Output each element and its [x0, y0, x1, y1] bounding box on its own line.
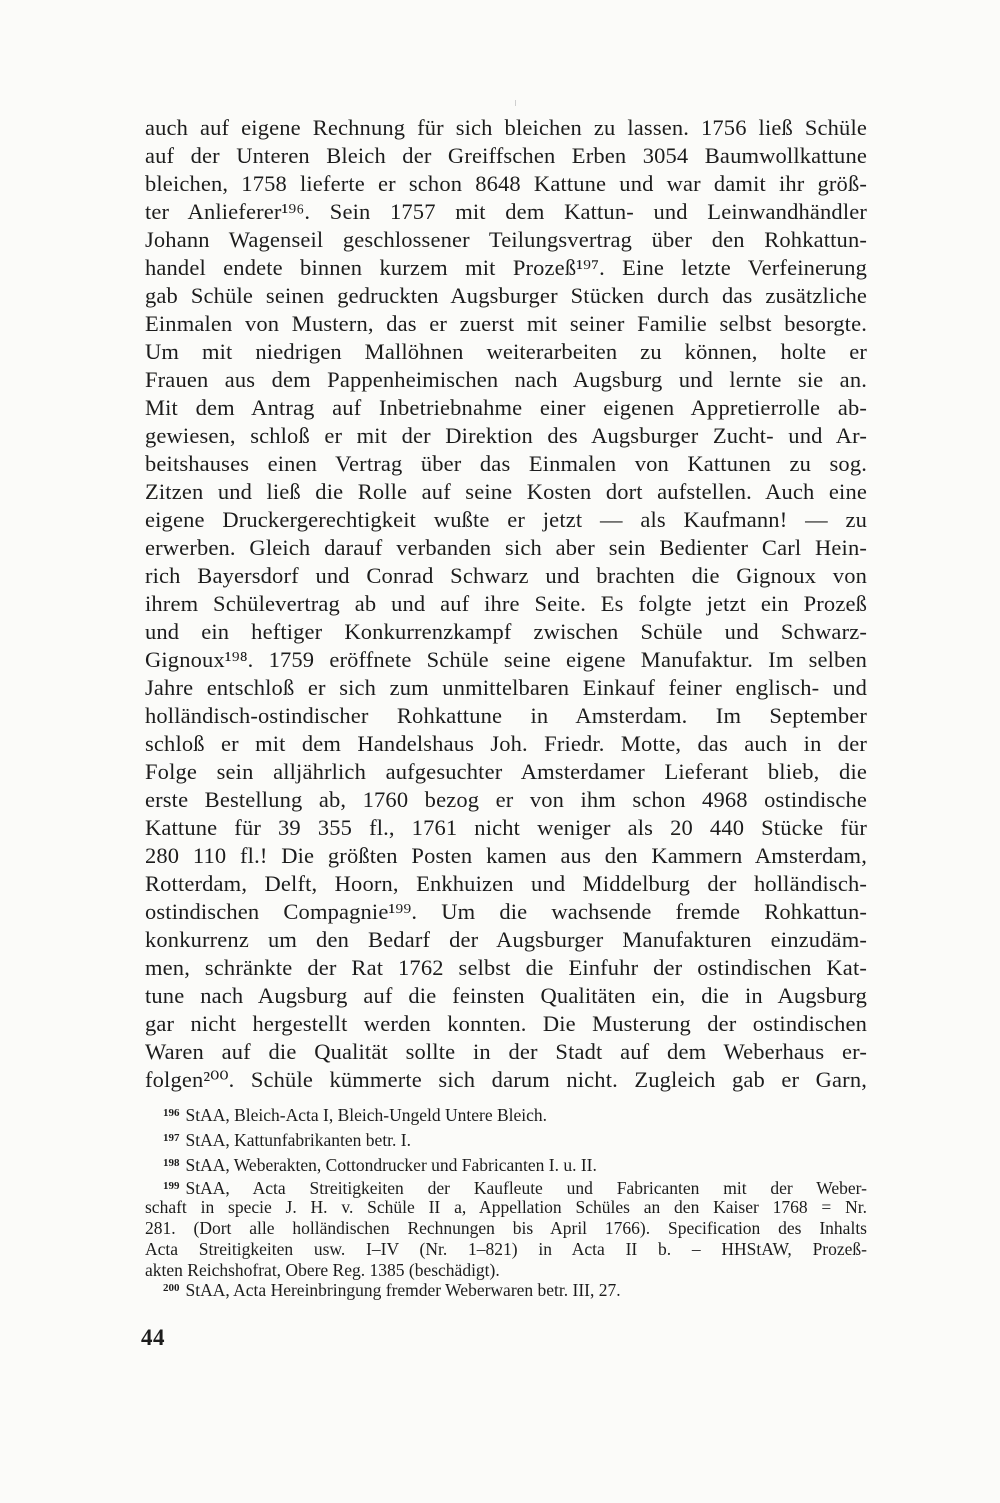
body-line: Mit dem Antrag auf Inbetriebnahme einer eigenen Appretierrolle ab- [145, 395, 867, 420]
body-line: Einmalen von Mustern, das er zuerst mit seiner Familie selbst besorgte. [145, 311, 867, 336]
body-line: konkurrenz um den Bedarf der Augsburger Manufakturen einzudäm- [145, 927, 867, 952]
body-line: handel endete binnen kurzem mit Prozeß¹⁹⁷. Eine letzte Verfeinerung [145, 255, 867, 280]
body-line: Um mit niedrigen Mallöhnen weiterarbeiten zu können, holte er [145, 339, 867, 364]
footnote-number: 198 [163, 1157, 180, 1169]
body-line: Rotterdam, Delft, Hoorn, Enkhuizen und Middelburg der holländisch- [145, 871, 867, 896]
body-line: erste Bestellung ab, 1760 bezog er von ihm schon 4968 ostindische [145, 787, 867, 812]
footnote-line [163, 1103, 867, 1127]
footnote-text: StAA, Kattunfabrikanten betr. I. [185, 1130, 412, 1150]
footnote-text: StAA, Weberakten, Cottondrucker und Fabricanten I. u. II. [185, 1155, 597, 1175]
body-line: ihrem Schülevertrag ab und auf ihre Seite. Es folgte jetzt ein Prozeß [145, 591, 867, 616]
footnote-line [163, 1128, 867, 1152]
body-line: eigene Druckergerechtigkeit wußte er jetzt — als Kaufmann! — zu [145, 507, 867, 532]
body-line: ter Anlieferer¹⁹⁶. Sein 1757 mit dem Kattun- und Leinwandhändler [145, 199, 867, 224]
body-line: Folge sein alljährlich aufgesuchter Amsterdamer Lieferant blieb, die [145, 759, 867, 784]
body-line: Kattune für 39 355 fl., 1761 nicht weniger als 20 440 Stücke für [145, 815, 867, 840]
footnote-text: StAA, Acta Hereinbringung fremder Weberwaren betr. III, 27. [185, 1280, 621, 1300]
body-line: Gignoux¹⁹⁸. 1759 eröffnete Schüle seine eigene Manufaktur. Im selben [145, 647, 867, 672]
footnote-line [145, 1197, 867, 1219]
footnote-line [145, 1239, 867, 1261]
footnote-line [163, 1176, 867, 1200]
footnote-number: 196 [163, 1107, 180, 1119]
body-line: erwerben. Gleich darauf verbanden sich aber sein Bedienter Carl Hein- [145, 535, 867, 560]
body-line: gar nicht hergestellt werden konnten. Die Musterung der ostindischen [145, 1011, 867, 1036]
body-line: Zitzen und ließ die Rolle auf seine Kosten dort aufstellen. Auch eine [145, 479, 867, 504]
footnote-text: akten Reichshofrat, Obere Reg. 1385 (beschädigt). [145, 1260, 500, 1280]
body-line: 280 110 fl.! Die größten Posten kamen aus den Kammern Amsterdam, [145, 843, 867, 868]
footnote-line [163, 1153, 867, 1177]
footnote-text: schaft in specie J. H. v. Schüle II a, Appellation Schüles an den Kaiser 1768 = Nr. [145, 1197, 867, 1217]
body-line: rich Bayersdorf und Conrad Schwarz und brachten die Gignoux von [145, 563, 867, 588]
footnote-line [163, 1278, 867, 1302]
footnote-number: 197 [163, 1132, 180, 1144]
body-line: Frauen aus dem Pappenheimischen nach Augsburg und lernte sie an. [145, 367, 867, 392]
body-line: und ein heftiger Konkurrenzkampf zwischen Schüle und Schwarz- [145, 619, 867, 644]
body-line: ostindischen Compagnie¹⁹⁹. Um die wachsende fremde Rohkattun- [145, 899, 867, 924]
body-line: folgen²⁰⁰. Schüle kümmerte sich darum nicht. Zugleich gab er Garn, [145, 1067, 867, 1092]
body-line: Johann Wagenseil geschlossener Teilungsvertrag über den Rohkattun- [145, 227, 867, 252]
footnote-text: 281. (Dort alle holländischen Rechnungen bis April 1766). Specification des Inhalts [145, 1218, 867, 1238]
body-line: men, schränkte der Rat 1762 selbst die Einfuhr der ostindischen Kat- [145, 955, 867, 980]
footnote-text: StAA, Bleich-Acta I, Bleich-Ungeld Untere Bleich. [185, 1105, 548, 1125]
body-line: Waren auf die Qualität sollte in der Stadt auf dem Weberhaus er- [145, 1039, 867, 1064]
body-line: Jahre entschloß er sich zum unmittelbaren Einkauf feiner englisch- und [145, 675, 867, 700]
scan-speck [515, 100, 516, 106]
body-line: auf der Unteren Bleich der Greiffschen Erben 3054 Baumwollkattune [145, 143, 867, 168]
body-line: auch auf eigene Rechnung für sich bleichen zu lassen. 1756 ließ Schüle [145, 115, 867, 140]
footnote-text: Acta Streitigkeiten usw. I–IV (Nr. 1–821) in Acta II b. – HHStAW, Prozeß- [145, 1239, 867, 1259]
body-line: bleichen, 1758 lieferte er schon 8648 Kattune und war damit ihr größ- [145, 171, 867, 196]
body-line: gewiesen, schloß er mit der Direktion des Augsburger Zucht- und Ar- [145, 423, 867, 448]
footnote-line [145, 1218, 867, 1240]
footnote-text: StAA, Acta Streitigkeiten der Kaufleute und Fabricanten mit der Weber- [185, 1178, 867, 1198]
body-line: holländisch-ostindischer Rohkattune in Amsterdam. Im September [145, 703, 867, 728]
footnote-number: 199 [163, 1180, 180, 1192]
page-number: 44 [141, 1325, 165, 1350]
body-line: tune nach Augsburg auf die feinsten Qualitäten ein, die in Augsburg [145, 983, 867, 1008]
footnote-number: 200 [163, 1282, 180, 1294]
body-line: gab Schüle seinen gedruckten Augsburger Stücken durch das zusätzliche [145, 283, 867, 308]
body-line: schloß er mit dem Handelshaus Joh. Friedr. Motte, das auch in der [145, 731, 867, 756]
body-line: beitshauses einen Vertrag über das Einmalen von Kattunen zu sog. [145, 451, 867, 476]
